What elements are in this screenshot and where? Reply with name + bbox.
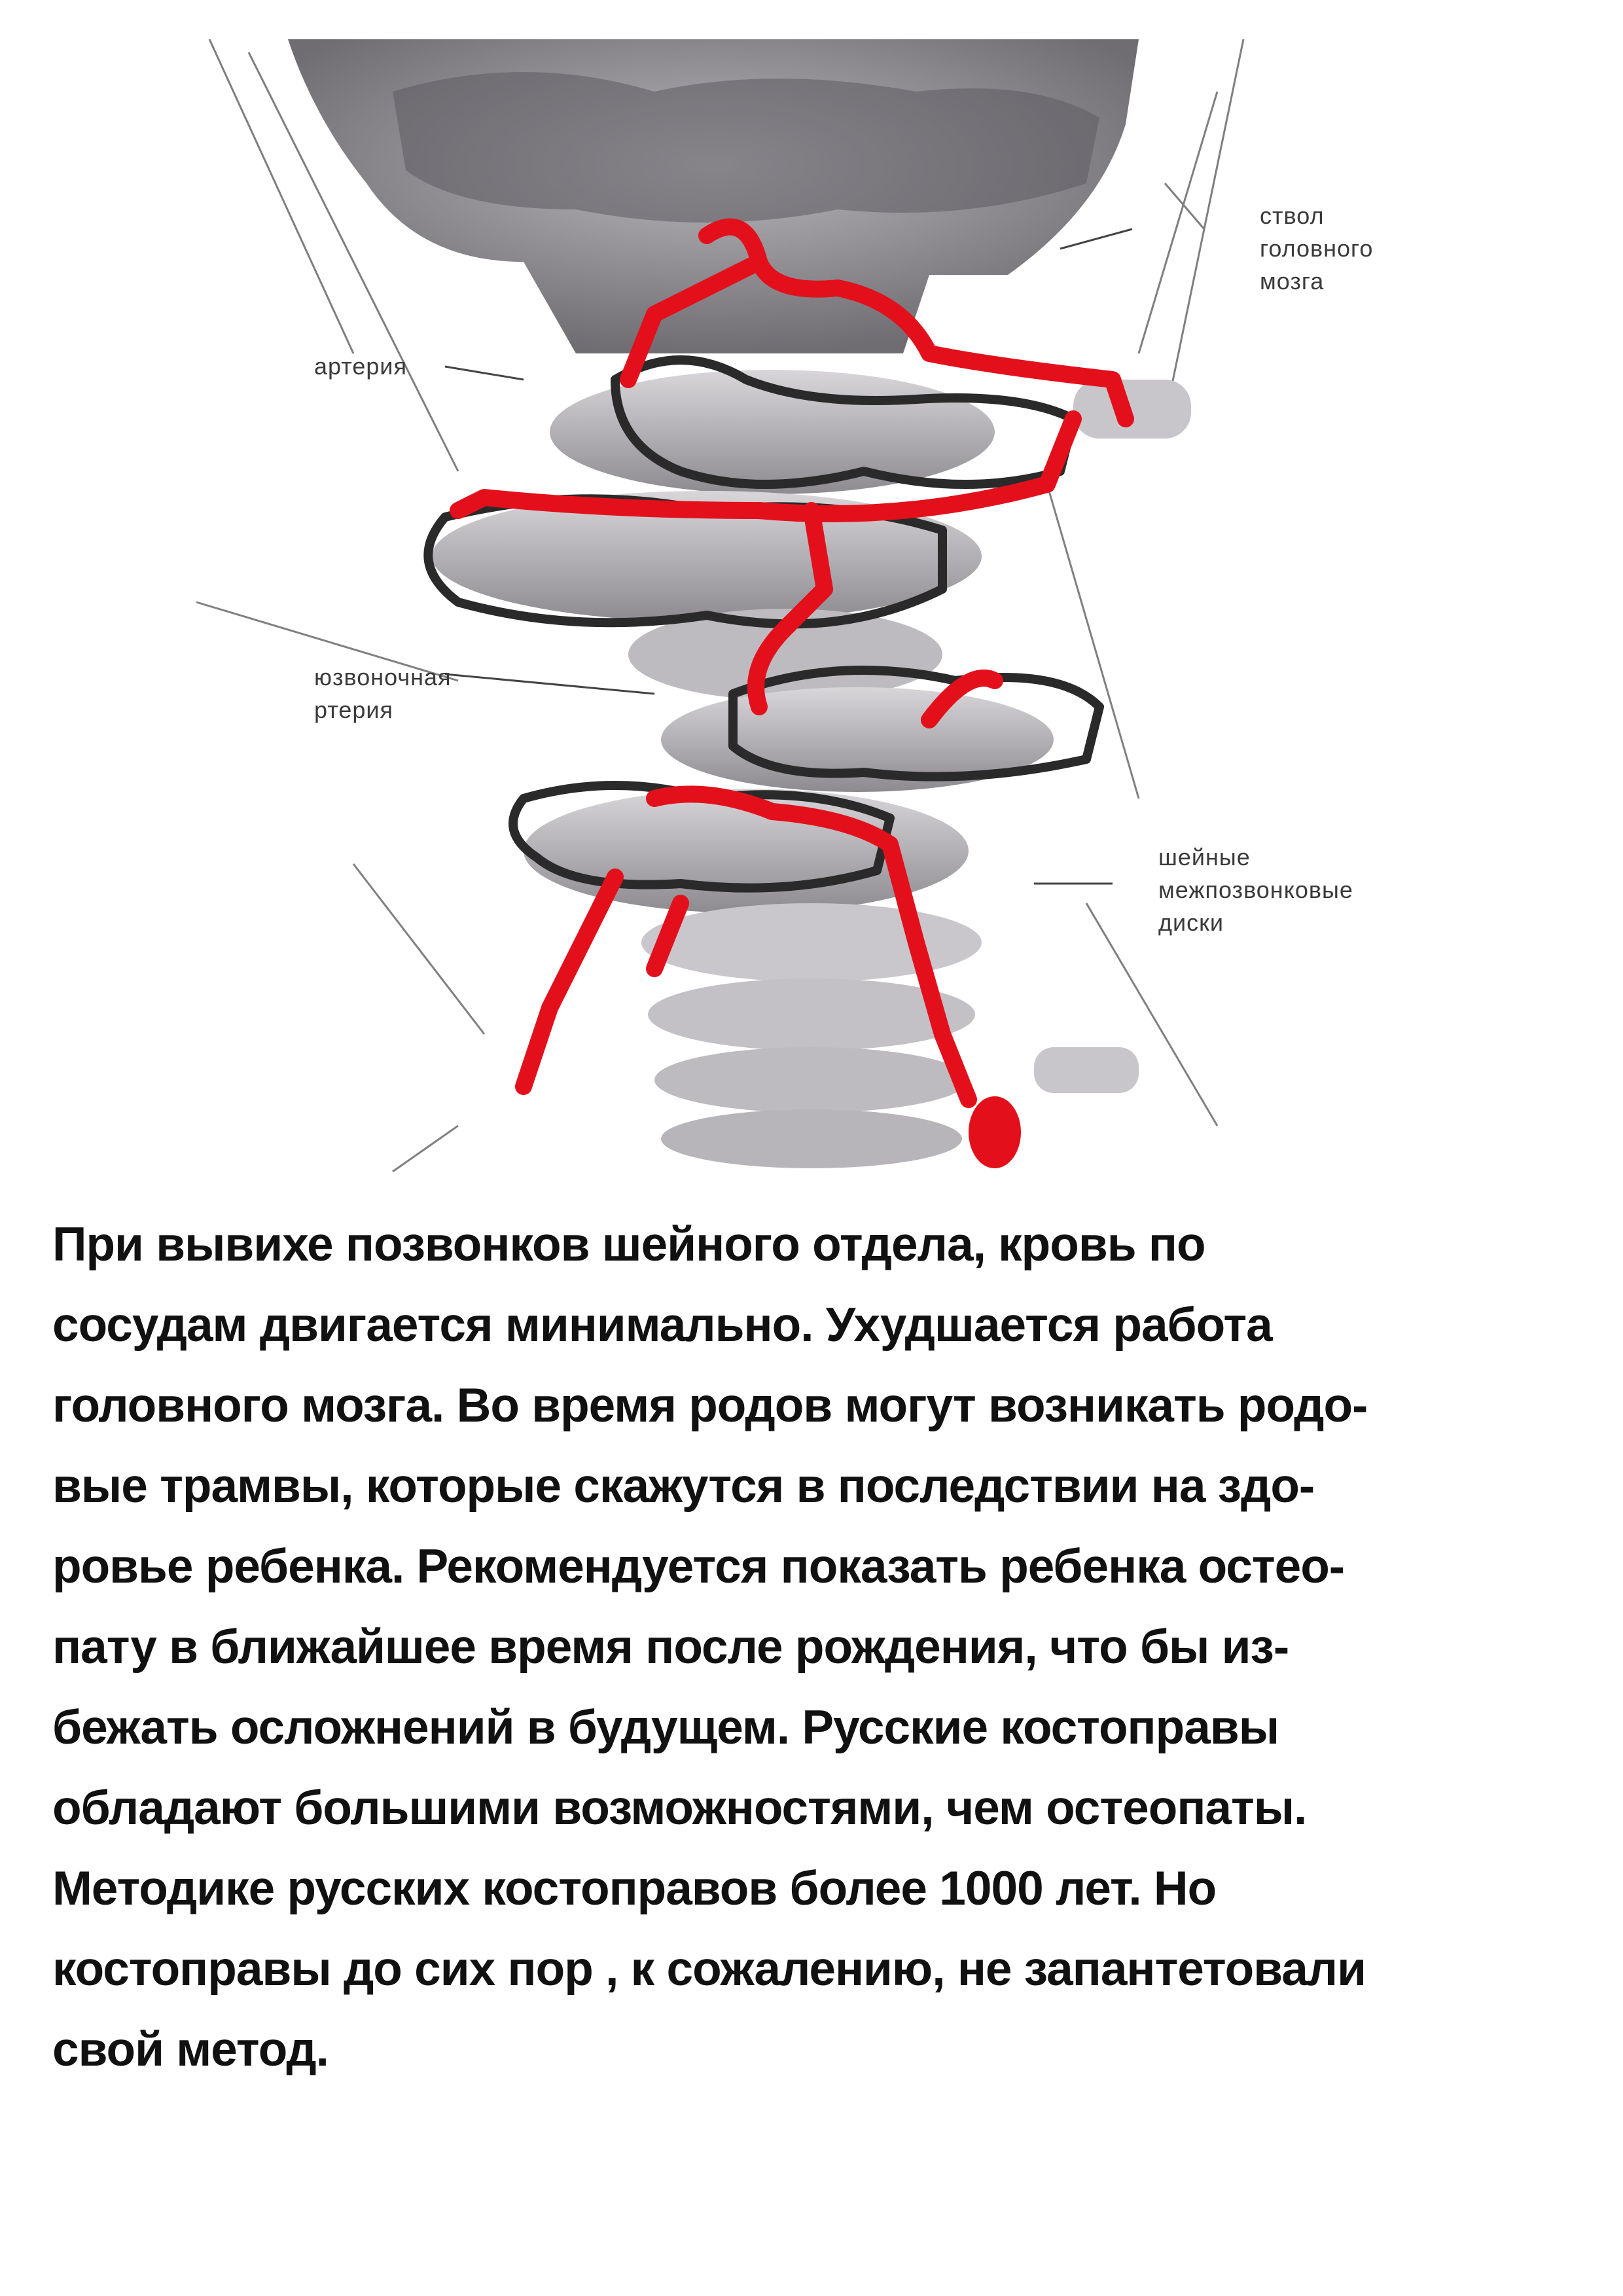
- label-brainstem: [1260, 200, 1373, 298]
- brainstem-shadow: [393, 72, 1099, 223]
- label-discs-line-3: диски: [1158, 909, 1224, 936]
- label-discs-line-2: межпозвонковые: [1158, 876, 1353, 903]
- body-line: вые трамвы, которые скажутся в последствии на здо-: [52, 1460, 1315, 1513]
- label-vertebral-line-2: ртерия: [314, 696, 393, 723]
- body-line: бежать осложнений в будущем. Русские костоправы: [52, 1701, 1279, 1754]
- body-line: обладают большими возможностями, чем остеопаты.: [52, 1782, 1307, 1835]
- body-paragraph: [52, 1204, 1584, 2090]
- body-line: костоправы до сих пор , к сожалению, не запантетовали: [52, 1943, 1366, 1996]
- label-vertebral-artery: [314, 661, 452, 726]
- label-discs-line-1: шейные: [1158, 844, 1251, 870]
- body-line: головного мозга. Во время родов могут возникать родо-: [52, 1379, 1368, 1432]
- artery-end: [969, 1096, 1021, 1168]
- label-brainstem-line-2: головного: [1260, 235, 1374, 262]
- label-artery: [314, 350, 407, 383]
- illustration-svg: [118, 13, 1400, 1191]
- body-line: ровье ребенка. Рекомендуется показать ребенка остео-: [52, 1540, 1345, 1593]
- body-line: Методике русских костоправов более 1000 лет. Но: [52, 1862, 1217, 1915]
- body-line: свой метод.: [52, 2023, 329, 2076]
- label-brainstem-line-3: мозга: [1260, 268, 1325, 295]
- label-vertebral-line-1: юзвоночная: [314, 664, 452, 691]
- label-brainstem-line-1: ствол: [1260, 202, 1325, 229]
- spine-artery-illustration: [118, 13, 1400, 1191]
- body-line: сосудам двигается минимально. Ухудшается работа: [52, 1299, 1272, 1352]
- label-artery-text: артерия: [314, 353, 407, 380]
- body-line: пату в ближайшее время после рождения, что бы из-: [52, 1621, 1289, 1674]
- body-line: При вывихе позвонков шейного отдела, кровь по: [52, 1218, 1205, 1271]
- label-cervical-discs: [1158, 841, 1353, 939]
